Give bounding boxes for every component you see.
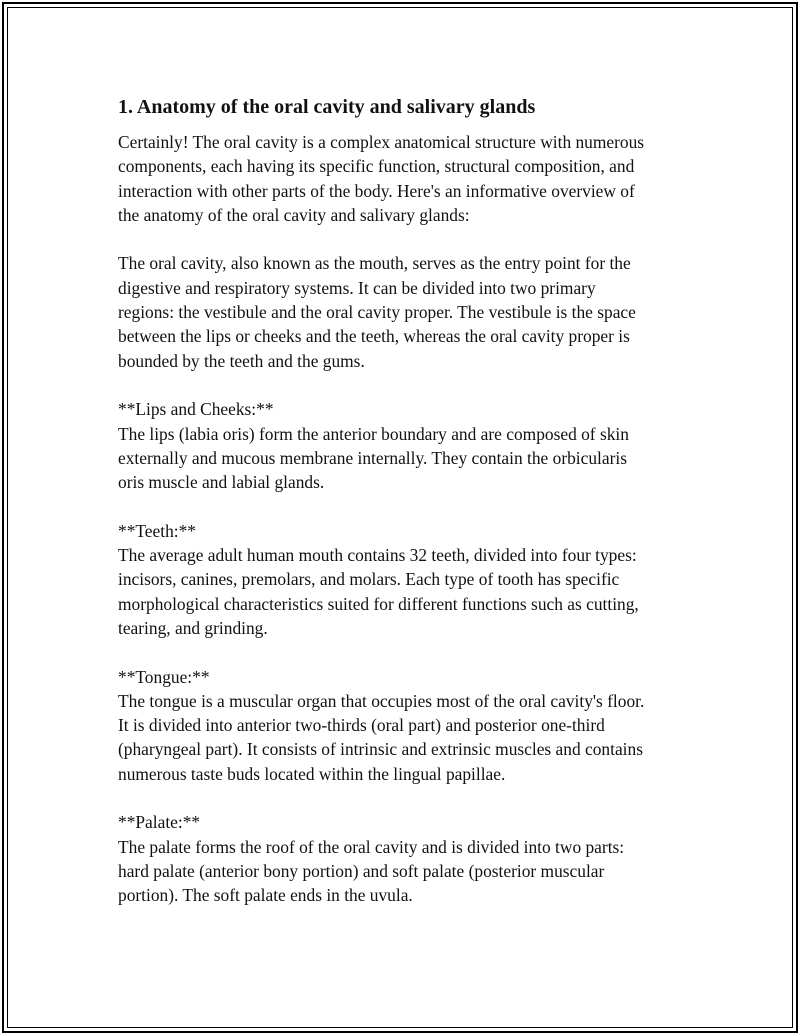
text-line: The tongue is a muscular organ that occupies most of the oral cavity's floor.	[118, 690, 645, 711]
text-line: bounded by the teeth and the gums.	[118, 350, 365, 371]
text-line: hard palate (anterior bony portion) and soft palate (posterior muscular	[118, 860, 605, 881]
text-line: The lips (labia oris) form the anterior boundary and are composed of skin	[118, 423, 629, 444]
text-line: regions: the vestibule and the oral cavity proper. The vestibule is the space	[118, 302, 636, 323]
section-title: **Tongue:**	[118, 666, 210, 687]
section-title: **Teeth:**	[118, 520, 196, 541]
text-line: between the lips or cheeks and the teeth, whereas the oral cavity proper is	[118, 326, 630, 347]
document-body	[118, 94, 684, 932]
text-line: The palate forms the roof of the oral cavity and is divided into two parts:	[118, 836, 625, 857]
text-line: oris muscle and labial glands.	[118, 472, 325, 493]
intro-paragraph	[118, 130, 684, 227]
text-line: interaction with other parts of the body. Here's an informative overview of	[118, 180, 635, 201]
section-tongue	[118, 665, 684, 786]
text-line: portion). The soft palate ends in the uvula.	[118, 885, 413, 906]
text-line: the anatomy of the oral cavity and salivary glands:	[118, 204, 470, 225]
text-line: numerous taste buds located within the lingual papillae.	[118, 763, 506, 784]
text-line: The oral cavity, also known as the mouth, serves as the entry point for the	[118, 253, 631, 274]
section-palate	[118, 810, 684, 907]
text-line: components, each having its specific function, structural composition, and	[118, 156, 635, 177]
text-line: It is divided into anterior two-thirds (oral part) and posterior one-third	[118, 715, 605, 736]
text-line: The average adult human mouth contains 32 teeth, divided into four types:	[118, 545, 637, 566]
text-line: tearing, and grinding.	[118, 617, 268, 638]
section-title: **Lips and Cheeks:**	[118, 399, 274, 420]
text-line: incisors, canines, premolars, and molars. Each type of tooth has specific	[118, 569, 620, 590]
overview-paragraph	[118, 251, 684, 372]
section-lips-and-cheeks	[118, 397, 684, 494]
section-title: **Palate:**	[118, 812, 201, 833]
section-heading: 1. Anatomy of the oral cavity and salivary glands	[118, 96, 536, 118]
text-line: externally and mucous membrane internally. They contain the orbicularis	[118, 447, 627, 468]
text-line: (pharyngeal part). It consists of intrinsic and extrinsic muscles and contains	[118, 739, 643, 760]
text-line: digestive and respiratory systems. It can be divided into two primary	[118, 277, 596, 298]
section-teeth	[118, 519, 684, 640]
text-line: morphological characteristics suited for different functions such as cutting,	[118, 593, 639, 614]
text-line: Certainly! The oral cavity is a complex anatomical structure with numerous	[118, 132, 645, 152]
